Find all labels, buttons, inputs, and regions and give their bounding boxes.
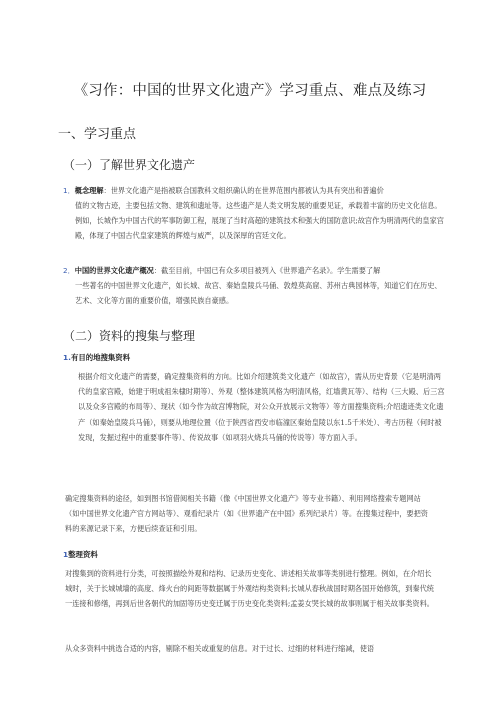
materials-item-collect-heading (63, 352, 130, 363)
item-label: 有目的地搜集资料 (70, 353, 131, 362)
item-number: 1 (63, 550, 69, 559)
document-title: 《习作：中国的世界文化遗产》学习重点、难点及练习 (73, 83, 427, 99)
item-number: 1 (63, 186, 68, 195)
subsection-heading-heritage: （一）了解世界文化遗产 (63, 158, 196, 172)
heritage-item-overview: 2．中国的世界文化遗产概况：截至目前，中国已有众多项目被列入《世界遗产名录》。学生需要了解 一些著名的中国世界文化遗产，如长城、故宫、秦始皇陵兵马俑、敦煌莫高窟、苏州古典园林等，知道它们在历史、艺术、文化等方面的重要价值，增强民族自豪感。 (63, 263, 445, 308)
paragraph-collect-direction: 根据介绍文化遗产的需要，确定搜集资料的方向。比如介绍建筑类文化遗产（如故宫），需从历史背景（它是明清两代的皇家宫殿，始建于明成祖朱棣时期等）、外观（整体建筑风格为明清风格，红墙黄瓦等）、结构（三大殿、后三宫以及众多宫殿的布局等）、现状（如今作为故宫博物院，对公众开放展示文物等）等方面搜集资料;介绍遗迹类文化遗产（如秦始皇陵兵马俑），则要从地理位置（位于陕西省西安市临潼区秦始皇陵以东1.5千米处）、考古历程（何时被发现，发掘过程中的重要事件等）、传说故事（如项羽火烧兵马俑的传说等）等方面入手。 (78, 372, 445, 442)
item-first-line: ：世界文化遗产是指被联合国教科文组织确认的在世界范围内都被认为具有突出和普遍价 (103, 186, 384, 195)
paragraph-organize-classify: 对搜集到的资料进行分类，可按照描绘外观和结构、记录历史变化、讲述相关故事等类别进行整理。例如，在介绍长城时，关于长城城墙的高度、烽火台的间距等数据属于外观结构类资料;长城从春秋战国时期各国开始修筑，到秦代统一连接和修缮，再到后世各朝代的加固等历史变迁属于历史变化类资料;孟姜女哭长城的故事则属于相关故事类资料。 (65, 569, 434, 609)
item-label: 整理资料 (68, 550, 98, 559)
item-number: 1. (63, 353, 71, 362)
item-first-line: ：截至目前，中国已有众多项目被列入《世界遗产名录》。学生需要了解 (153, 266, 381, 275)
item-continuation: 一些著名的中国世界文化遗产，如长城、故宫、秦始皇陵兵马俑、敦煌莫高窟、苏州古典园林等，知道它们在历史、艺术、文化等方面的重要价值，增强民族自豪感。 (75, 281, 442, 305)
paragraph-organize-select: 从众多资料中挑选合适的内容，剔除不相关或重复的信息。对于过长、过细的材料进行缩减，使语 (65, 644, 375, 653)
item-continuation: 值的文物古迹，主要包括文物、建筑和遗址等。这些遗产是人类文明发展的重要见证，承载着丰富的历史文化信息。例如，长城作为中国古代的军事防御工程，展现了当时高超的建筑技术和强大的国防意识;故宫作为明清两代的皇家宫殿，体现了中国古代皇家建筑的辉煌与威严，以及深厚的宫廷文化。 (75, 201, 444, 240)
section-heading-key-points: 一、学习重点 (58, 127, 137, 142)
item-number: 2 (63, 266, 68, 275)
paragraph-collect-channels: 确定搜集资料的途径，如到图书馆借阅相关书籍（像《中国世界文化遗产》等专业书籍）、利用网络搜索专题网站（如中国世界文化遗产官方网站等）、观看纪录片（如《世界遗产在中国》系列纪录片）等。在搜集过程中，要把资料的来源记录下来，方便后续查证和引用。 (65, 494, 428, 534)
item-label: 中国的世界文化遗产概况 (74, 266, 154, 275)
heritage-item-concept: 1．概念理解：世界文化遗产是指被联合国教科文组织确认的在世界范围内都被认为具有突出和普遍价 值的文物古迹，主要包括文物、建筑和遗址等。这些遗产是人类文明发展的重要见证，承载着丰富的历史文化信息。例如，长城作为中国古代的军事防御工程，展现了当时高超的建筑技术和强大的国防意识;故宫作为明清两代的皇家宫殿，体现了中国古代皇家建筑的辉煌与威严，以及深厚的宫廷文化。 (63, 183, 445, 243)
subsection-heading-materials: （二）资料的搜集与整理 (63, 329, 196, 343)
item-label: 概念理解 (74, 186, 104, 195)
materials-item-organize-heading (63, 549, 98, 560)
